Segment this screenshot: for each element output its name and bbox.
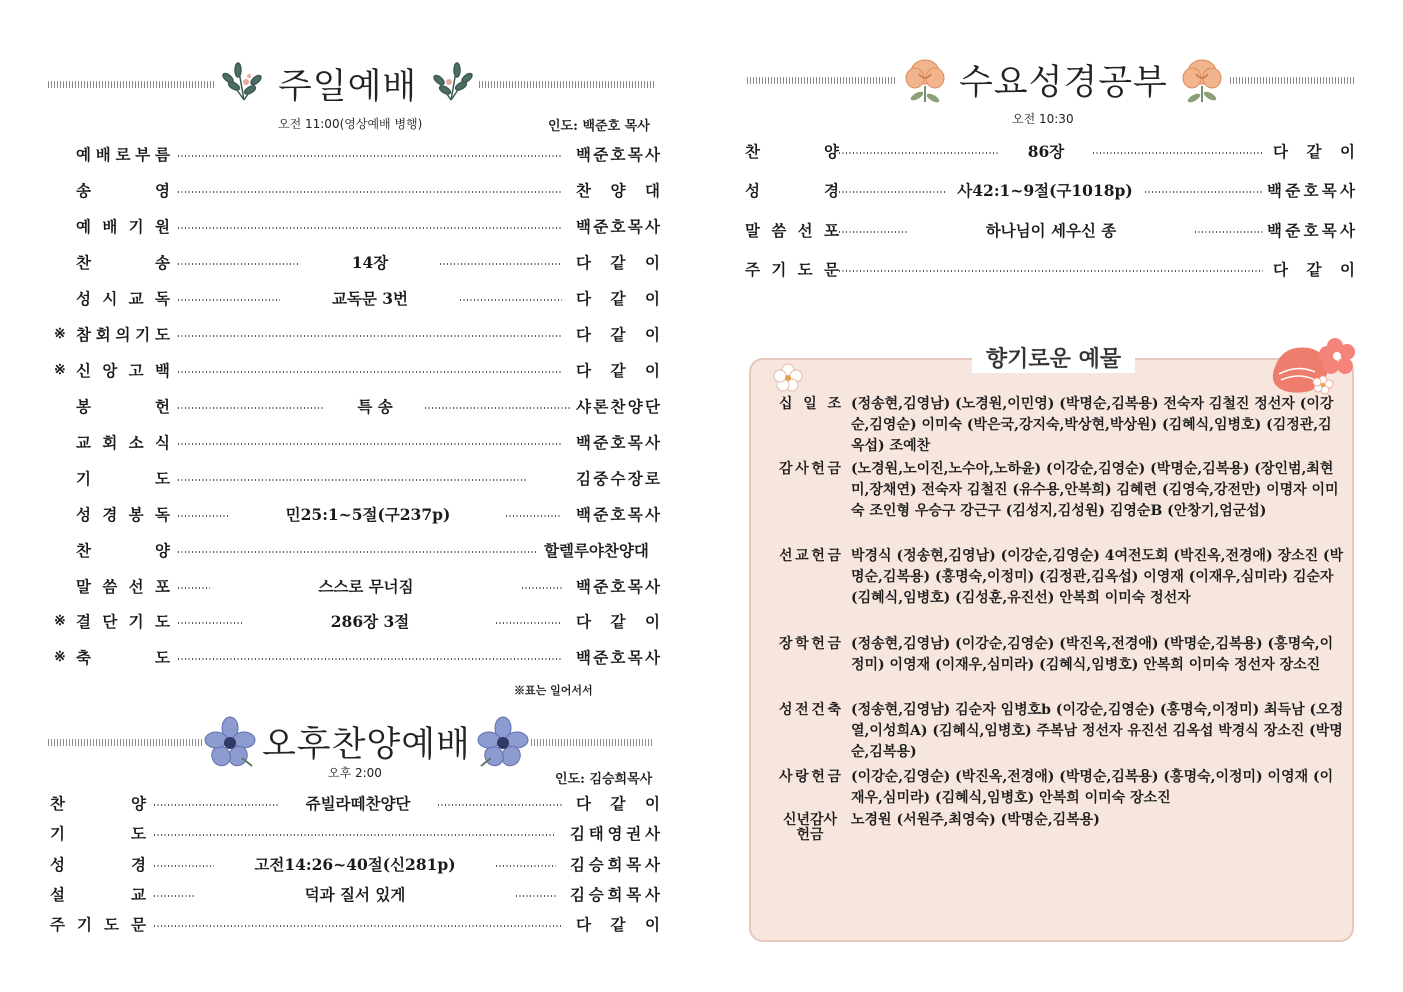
order-row [76,646,660,668]
order-person: 백 준 호 목 사 [576,433,660,452]
leader-dots [506,515,562,517]
leader-dots [440,263,562,265]
leader-dots [178,443,562,445]
order-row [76,503,660,525]
peach-flower-icon [1174,52,1230,108]
order-row [76,323,660,345]
order-person: 백 준 호 목 사 [576,577,660,596]
leader-dots [460,299,562,301]
afternoon-time: 오후 2:00 [328,766,382,780]
order-name: 축 도 [76,648,170,667]
standing-mark: ※ [54,326,66,342]
sunday-leader: 인도: 백준호 목사 [548,119,650,134]
leaf-bouquet-icon [216,56,272,112]
afternoon-title: 오후찬양예배 [262,725,471,765]
order-row [76,359,660,381]
leader-dots [839,270,1263,272]
leader-dots [178,263,300,265]
standing-mark: ※ [54,613,66,629]
order-name: 설 교 [50,885,146,904]
order-person: 다 같 이 [576,289,660,308]
leader-dots [178,371,562,373]
leader-dots [178,479,526,481]
right-panel [701,0,1403,992]
order-name: 찬 양 [50,794,146,813]
order-row [50,822,660,844]
offering-category: 선 교 헌 금 [779,548,841,564]
order-row [76,395,660,417]
order-detail: 사42:1~9절(구1018p) [957,181,1133,200]
order-name: 신 앙 고 백 [76,361,170,380]
leader-dots [178,587,210,589]
order-person: 다 같 이 [1273,142,1355,161]
order-row [76,610,660,632]
order-person: 다 같 이 [576,915,660,934]
order-name: 결 단 기 도 [76,612,170,631]
order-person: 찬 양 대 [576,181,660,200]
leader-dots [496,865,556,867]
order-detail: 쥬빌라떼찬양단 [305,794,411,813]
offering-item [779,810,1344,843]
order-name: 주 기 도 문 [50,915,146,934]
order-name: 예 배 로 부 름 [76,145,170,164]
leader-dots [154,804,278,806]
order-name: 참 회 의 기 도 [76,325,170,344]
offering-category: 십 일 조 [779,396,841,412]
leader-dots [178,515,230,517]
order-name: 성 경 [50,855,146,874]
blue-flower-icon [475,714,531,770]
wednesday-time: 오전 10:30 [1012,112,1074,126]
offering-item [779,700,1344,763]
order-name: 교 회 소 식 [76,433,170,452]
peach-flower-icon [897,52,953,108]
sunday-heading [48,56,654,112]
order-name: 성 경 [745,181,839,200]
order-row [76,575,660,597]
order-name: 말 씀 선 포 [76,577,170,596]
order-row [745,179,1355,201]
order-detail: 하나님이 세우신 종 [985,221,1117,240]
order-person: 김 태 영 권 사 [570,824,660,843]
blue-flower-icon [202,714,258,770]
order-name: 기 도 [50,824,146,843]
offering-names: 박경식 (정송현,김영남) (이강순,김영순) 4여전도회 (박진옥,전경애) 장소진 (박명순,김복용) (홍명숙,이정미) (김정관,김옥섭) 이영재 (이재우,심미라) 김순자 (김혜식,임병호) (김성훈,유진선) 안복희 이미숙 정선자 [851,548,1344,606]
order-person: 백 준 호 목 사 [1267,221,1355,240]
afternoon-heading [48,714,654,770]
order-person: 다 같 이 [1273,260,1355,279]
leader-dots [154,834,556,836]
leader-dots [839,191,945,193]
heading-rule [531,739,654,746]
offering-category-line: 신년감사 [782,812,838,828]
offering-category [779,810,851,843]
heading-rule [479,81,654,88]
afternoon-leader: 인도: 김승희목사 [555,772,653,787]
order-person: 다 같 이 [576,794,660,813]
standing-mark: ※ [54,362,66,378]
order-person: 다 같 이 [576,325,660,344]
leader-dots [178,622,244,624]
small-blossom-icon [771,362,805,392]
offering-names: (정송현,김영남) 김순자 임병호b (이강순,김영순) (홍명숙,이정미) 최득남 (오정열,이성희A) (김혜식,임병호) 주복남 정선자 유진선 김옥섭 박경식 장소진 (박명순,김복용) [851,702,1344,760]
order-person: 할렐루야찬양대 [544,541,649,560]
leader-dots [1195,231,1263,233]
offering-names: 노경원 (서원주,최영숙) (박명순,김복용) [851,812,1100,828]
order-name: 찬 양 [745,142,839,161]
heading-rule [48,81,216,88]
leader-dots [178,658,562,660]
order-row [745,258,1355,280]
order-detail: 86장 [1027,142,1065,161]
leader-dots [496,622,562,624]
order-person: 다 같 이 [576,361,660,380]
leader-dots [425,407,572,409]
order-person: 백 준 호 목 사 [576,505,660,524]
order-name: 주 기 도 문 [745,260,839,279]
offering-item [779,546,1344,609]
order-person: 김 승 희 목 사 [570,855,660,874]
order-name: 송 영 [76,181,170,200]
order-person: 다 같 이 [576,612,660,631]
offering-category: 감 사 헌 금 [779,461,841,477]
order-row [50,853,660,875]
order-name: 예 배 기 원 [76,217,170,236]
leader-dots [178,551,538,553]
order-row [50,792,660,814]
order-detail: 스스로 무너짐 [318,577,414,596]
order-name: 기 도 [76,469,170,488]
offering-item [779,634,1344,676]
offering-names: (정송현,김영남) (이강순,김영순) (박진옥,전경애) (박명순,김복용) (홍명숙,이정미) 이영재 (이재우,심미라) (김혜식,임병호) 안복희 이미숙 정선자 장소진 [851,636,1334,673]
order-row [76,179,660,201]
leader-dots [178,299,280,301]
leader-dots [839,231,907,233]
left-panel [0,0,701,992]
offering-item [779,459,1344,522]
offering-item [779,394,1344,457]
standing-note: ※표는 일어서서 [514,684,593,697]
order-person: 김 중 수 장 로 [576,469,660,488]
order-person: 백 준 호 목 사 [576,217,660,236]
offering-category: 성 전 건 축 [779,702,841,718]
sunday-title: 주일예배 [278,67,418,107]
order-row [76,539,660,561]
order-row [50,883,660,905]
order-name: 성 시 교 독 [76,289,170,308]
sunday-time: 오전 11:00(영상예배 병행) [278,117,423,131]
offering-category: 사 랑 헌 금 [779,769,841,785]
order-row [76,431,660,453]
order-person: 김 승 희 목 사 [570,885,660,904]
order-row [76,251,660,273]
order-detail: 교독문 3번 [331,289,409,308]
offerings-title: 향기로운 예물 [972,342,1135,373]
order-row [76,143,660,165]
offering-category-line: 헌금 [796,827,824,843]
order-detail: 14장 [351,253,389,272]
offering-names: (노경원,노이진,노수아,노하윤) (이강순,김영순) (박명순,김복용) (장인범,최현미,장채연) 전숙자 김철진 (유수용,안복희) 김혜련 (김영숙,강전만) 이명자 이미숙 조인형 우승구 강근구 (김성지,김성원) 김영순B (안창기,엄군섭) [851,461,1339,519]
heading-rule [747,77,897,84]
offering-names: (이강순,김영순) (박진옥,전경애) (박명순,김복용) (홍명숙,이정미) 이영재 (이재우,심미라) (김혜식,임병호) 안복희 이미숙 장소진 [851,769,1334,806]
order-detail: 고전14:26~40절(신281p) [254,855,456,874]
order-row [76,467,660,489]
order-row [76,287,660,309]
order-person: 백 준 호 목 사 [576,648,660,667]
order-person: 백 준 호 목 사 [576,145,660,164]
offering-item [779,767,1344,809]
order-person: 다 같 이 [576,253,660,272]
leaf-bouquet-icon [423,56,479,112]
order-name: 찬 송 [76,253,170,272]
leader-dots [178,407,325,409]
leader-dots [522,587,562,589]
leader-dots [1145,191,1263,193]
order-name: 성 경 봉 독 [76,505,170,524]
order-row [745,219,1355,241]
standing-mark: ※ [54,649,66,665]
leader-dots [154,895,194,897]
leader-dots [839,152,999,154]
order-row [50,913,660,935]
order-detail: 286장 3절 [330,612,410,631]
offerings-box [749,347,1354,942]
leader-dots [1093,152,1263,154]
leader-dots [178,227,562,229]
offering-category: 장 학 헌 금 [779,636,841,652]
order-detail: 특 송 [357,397,393,416]
order-row [76,215,660,237]
leader-dots [154,865,214,867]
order-person: 샤 론 찬 양 단 [576,397,660,416]
leader-dots [178,155,562,157]
order-row [745,140,1355,162]
leader-dots [438,804,562,806]
leader-dots [154,925,562,927]
leader-dots [178,335,562,337]
order-name: 봉 헌 [76,397,170,416]
order-detail: 덕과 질서 있게 [304,885,406,904]
leader-dots [516,895,556,897]
heading-rule [48,739,202,746]
heading-rule [1230,77,1355,84]
order-person: 백 준 호 목 사 [1267,181,1355,200]
order-name: 말 씀 선 포 [745,221,839,240]
wednesday-heading [747,52,1355,108]
coral-blossom-icon [1269,334,1361,400]
order-name: 찬 양 [76,541,170,560]
wednesday-title: 수요성경공부 [959,63,1168,103]
order-detail: 민25:1~5절(구237p) [285,505,451,524]
leader-dots [178,191,562,193]
offerings-title-wrap [751,342,1356,373]
offering-names: (정송현,김영남) (노경원,이민영) (박명순,김복용) 전숙자 김철진 정선자 (이강순,김영순) 이미숙 (박은국,강지숙,박상현,박상원) (김혜식,임병호) (김정관,김옥섭) 조예찬 [851,396,1334,454]
